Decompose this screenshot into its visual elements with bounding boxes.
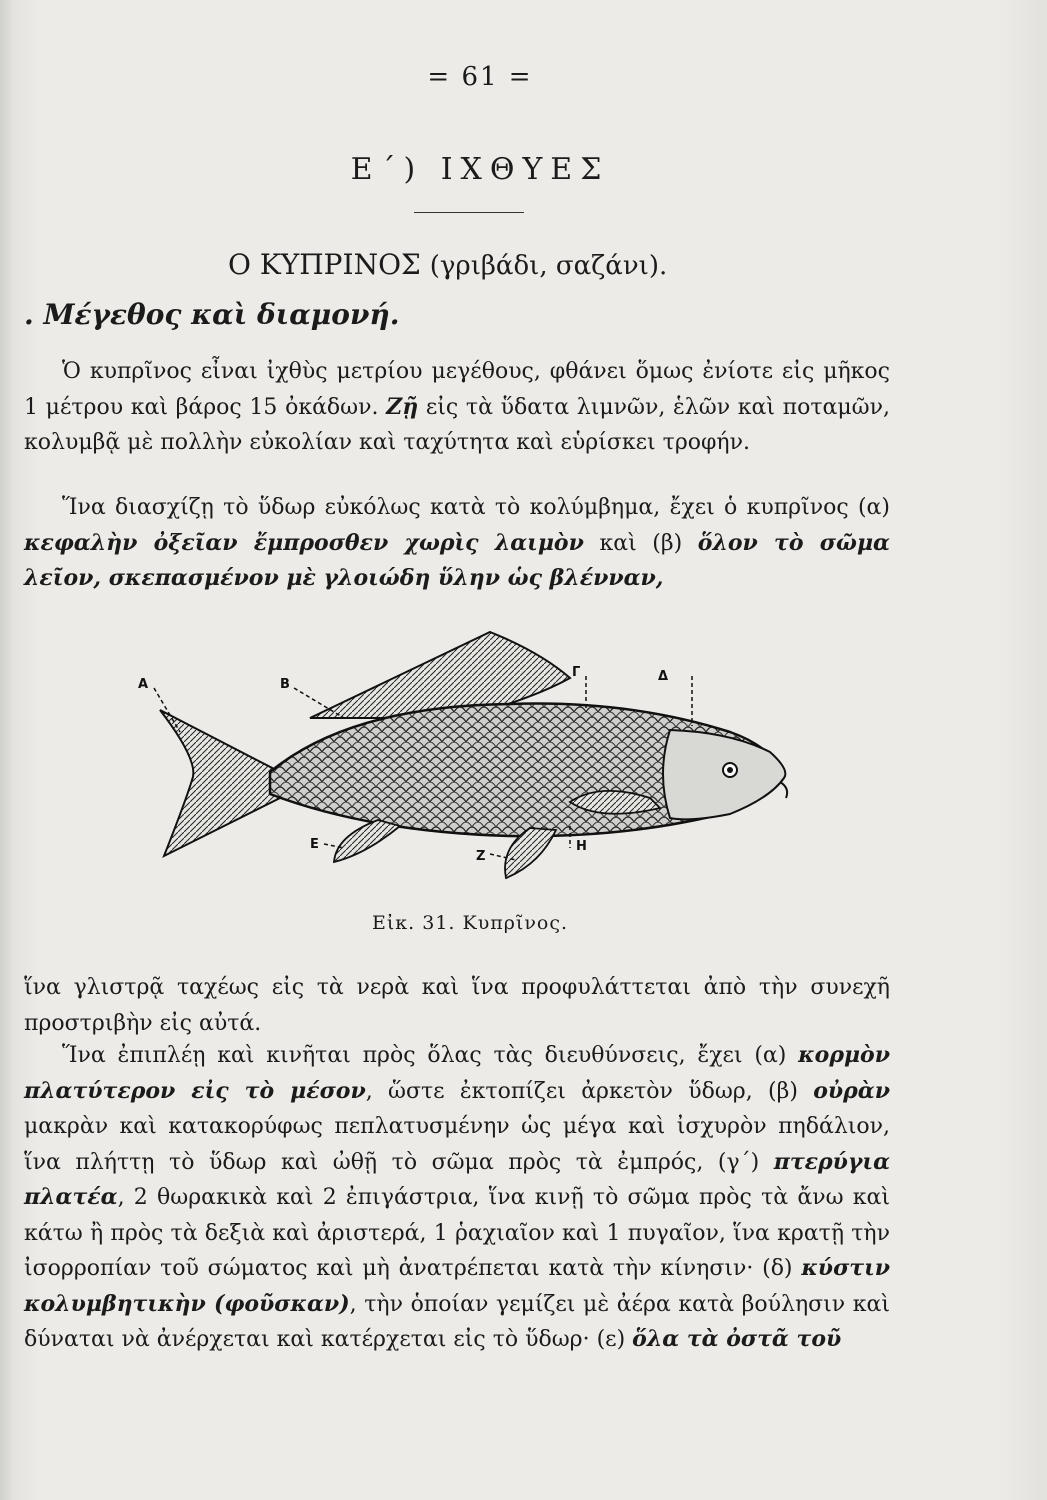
tail-fin [160,710,280,856]
carp-illustration [130,622,810,892]
heading-main: Ο ΚΥΠΡΙΝΟΣ [228,248,421,281]
label-a: Α [138,677,149,692]
paragraph-1: Ὁ κυπρῖνος εἶναι ἰχθὺς μετρίου μεγέθους, φθάνει ὅμως ἐνίοτε εἰς μῆκος 1 μέτρου καὶ βάρος 15 ὀκάδων. Ζῇ εἰς τὰ ὕδατα λιμνῶν, ἑλῶν καὶ ποταμῶν, κολυμβᾷ μὲ πολλὴν εὐκολίαν καὶ ταχύτητα καὶ εὑρίσκει τροφήν. [24,359,890,455]
label-b: Β [280,677,290,692]
label-g: Γ [572,665,581,680]
anal-fin [334,820,400,862]
page-number: = 61 = [427,62,533,92]
figure-caption: Εἰκ. 31. Κυπρῖνος. [371,912,569,934]
subheading: . Μέγεθος καὶ διαμονή. [24,298,400,331]
label-h: Η [576,839,587,854]
title-divider [414,212,524,213]
paragraph-4: Ἵνα ἐπιπλέῃ καὶ κινῆται πρὸς ὅλας τὰς διευθύνσεις, ἔχει (α) κορμὸν πλατύτερον εἰς τὸ μέσον, ὥστε ἐκτοπίζει ἀρκετὸν ὕδωρ, (β) οὐρὰν μακρὰν καὶ κατακορύφως πεπλατυσμένην ὡς μέγα καὶ ἰσχυρὸν πηδάλιον, ἵνα πλήττῃ τὸ ὕδωρ καὶ ὠθῇ τὸ σῶμα πρὸς τὰ ἐμπρός, (γ΄) πτερύγια πλατέα, 2 θωρακικὰ καὶ 2 ἐπιγάστρια, ἵνα κινῇ τὸ σῶμα πρὸς τὰ ἄνω καὶ κάτω ἢ πρὸς τὰ δεξιὰ καὶ ἀριστερά, 1 ῥαχιαῖον καὶ 1 πυγαῖον, ἵνα κρατῇ τὴν ἰσορροπίαν τοῦ σώματος καὶ μὴ ἀνατρέπεται κατὰ τὴν κίνησιν· (δ) κύστιν κολυμβητικὴν (φοῦσκαν), τὴν ὁποίαν γεμίζει μὲ ἀέρα κατὰ βούλησιν καὶ δύναται νὰ ἀνέρχεται καὶ κατέρχεται εἰς τὸ ὕδωρ· (ε) ὅλα τὰ ὀστᾶ τοῦ [24,1042,890,1352]
chapter-heading [228,248,667,281]
heading-sub: (γριβάδι, σαζάνι). [429,251,668,281]
paragraph-2: Ἵνα διασχίζῃ τὸ ὕδωρ εὐκόλως κατὰ τὸ κολύμβημα, ἔχει ὁ κυπρῖνος (α) κεφαλὴν ὀξεῖαν ἔμπροσθεν χωρὶς λαιμὸν καὶ (β) ὅλον τὸ σῶμα λεῖον, σκεπασμένον μὲ γλοιώδη ὕλην ὡς βλένναν, [24,495,890,591]
paragraph-3: ἵνα γλιστρᾷ ταχέως εἰς τὰ νερὰ καὶ ἵνα προφυλάττεται ἀπὸ τὴν συνεχῆ προστριβὴν εἰς αὐτά. [24,975,890,1036]
section-title: Ε΄) ΙΧΘΥΕΣ [350,152,610,187]
label-d: Δ [658,669,669,684]
label-e: Ε [310,837,319,852]
carp-figure [130,622,810,892]
label-z: Ζ [476,849,486,864]
